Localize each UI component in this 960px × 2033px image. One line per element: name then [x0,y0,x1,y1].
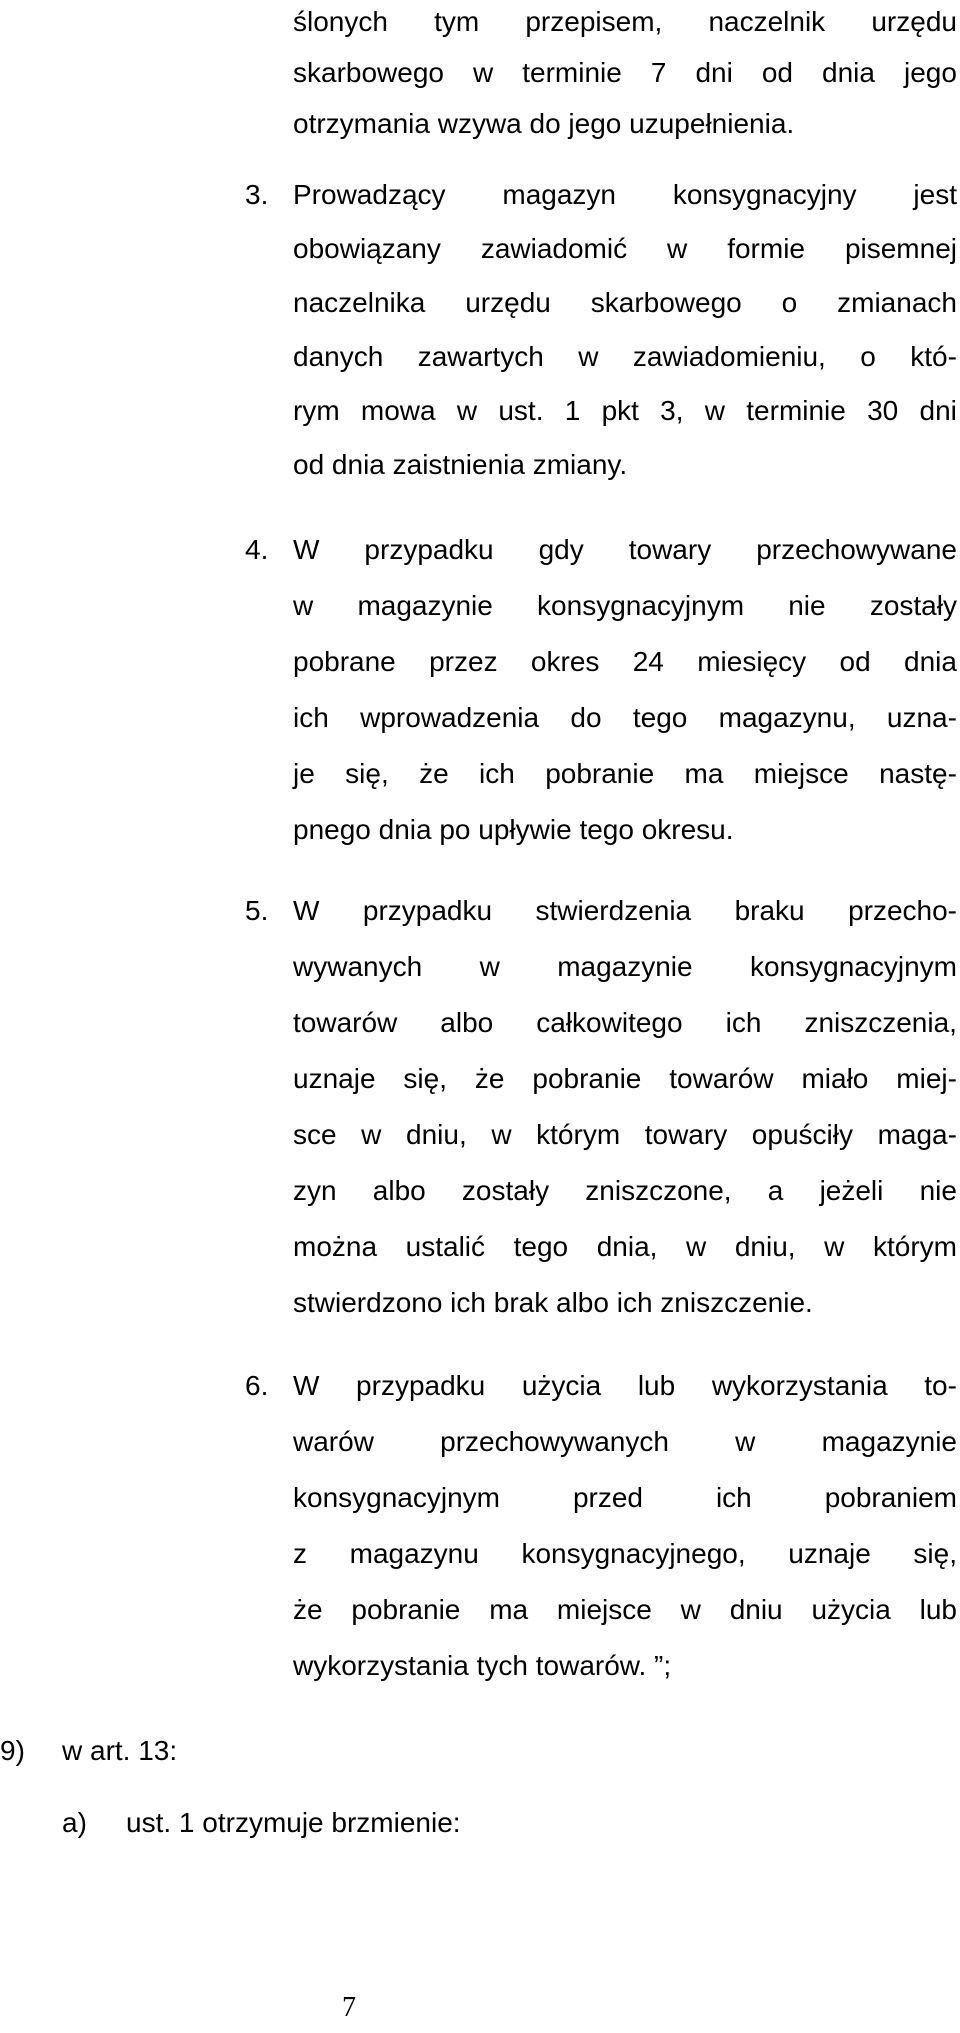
paragraph-line [293,1538,957,1570]
word: 7 [650,57,667,88]
item-text: ust. 1 otrzymuje brzmienie: [126,1807,461,1838]
paragraph-line [293,1426,957,1458]
paragraph-line: stwierdzono ich brak albo ich zniszczenie. [293,1287,813,1318]
word: towarów [669,1063,774,1094]
word: lub [637,1370,676,1401]
word: ślonych [293,6,388,37]
word: skarbowego [293,57,444,88]
word: magazynie [821,1426,957,1457]
word: magazynu, [718,702,856,733]
word: naczelnika [293,287,426,318]
word: od [839,646,871,677]
paragraph-line [293,341,957,373]
word: konsygnacyjnym [537,590,745,621]
paragraph-line [293,702,957,734]
word: w [824,1231,845,1262]
word: konsygnacyjny [672,179,857,210]
word: ich [479,758,515,789]
word: urzędu [871,6,957,37]
paragraph-line [293,1231,957,1263]
word: dni [919,395,957,426]
page-number: 7 [342,1992,356,2023]
word: nie [788,590,826,621]
word: przechowywanych [440,1426,669,1457]
word: towary [644,1119,728,1150]
word: miejsce [753,758,849,789]
word: ust. [498,395,544,426]
word: się, [913,1538,957,1569]
word: tym [434,6,480,37]
paragraph-line: wykorzystania tych towarów. ”; [293,1650,672,1681]
word: w [293,590,314,621]
word: obowiązany [293,233,441,264]
item-letter: a) [62,1807,87,1838]
paragraph-number: 6. [245,1370,269,1401]
word: okres [530,646,600,677]
word: towarów [293,1007,398,1038]
word: dniu, [734,1231,796,1262]
word: przez [429,646,498,677]
word: Prowadzący [293,179,446,210]
word: jeżeli [819,1175,884,1206]
word: ma [489,1594,529,1625]
word: urzędu [465,287,551,318]
word: magazyn [502,179,617,210]
word: rym [293,395,340,426]
word: to- [924,1370,957,1401]
word: pobranie [532,1063,642,1094]
continuation-line: otrzymania wzywa do jego uzupełnienia. [293,108,795,139]
paragraph-line [293,1594,957,1626]
paragraph-line: pnego dnia po upływie tego okresu. [293,814,734,845]
word: dnia [822,57,875,88]
word: użycia [811,1594,891,1625]
word: w [667,233,688,264]
paragraph-line: od dnia zaistnienia zmiany. [293,449,628,480]
word: przechowywane [756,534,957,565]
word: terminie [746,395,846,426]
word: że [419,758,449,789]
word: użycia [521,1370,602,1401]
word: konsygnacyjnym [749,951,957,982]
word: zawiadomieniu, [632,341,826,372]
word: dniu, [406,1119,467,1150]
word: zyn [293,1175,337,1206]
word: pobranie [545,758,655,789]
word: przypadku [362,895,493,926]
word: miejsce [556,1594,652,1625]
word: tego [513,1231,569,1262]
word: maga- [877,1119,957,1150]
paragraph-line [293,1175,957,1207]
word: ich [715,1482,752,1513]
paragraph-line [293,1370,957,1402]
word: że [293,1594,323,1625]
word: danych [293,341,384,372]
word: opuściły [751,1119,853,1150]
word: którym [872,1231,957,1262]
word: albo [440,1007,494,1038]
word: w [456,395,478,426]
paragraph-line [293,1007,957,1039]
word: przecho- [848,895,957,926]
word: przepisem, [525,6,663,37]
word: którym [536,1119,621,1150]
word: skarbowego [590,287,742,318]
word: wywanych [293,951,423,982]
word: dni [695,57,733,88]
item-number: 9) [0,1735,25,1766]
word: miało [801,1063,869,1094]
word: konsygnacyjnego, [521,1538,746,1569]
word: magazynu [349,1538,479,1569]
word: a [767,1175,784,1206]
word: od [761,57,793,88]
word: w [735,1426,756,1457]
word: gdy [538,534,584,565]
word: pobranie [351,1594,461,1625]
word: w [578,341,599,372]
word: magazynie [557,951,693,982]
word: sce [293,1119,337,1150]
word: warów [293,1426,374,1457]
word: uznaje [293,1063,376,1094]
word: ich [293,702,329,733]
word: przypadku [356,1370,486,1401]
word: dnia, [596,1231,658,1262]
word: je [293,758,315,789]
word: stwierdzenia [535,895,692,926]
word: W [293,1370,320,1401]
word: pobraniem [824,1482,957,1513]
paragraph-line [293,1063,957,1095]
continuation-line [293,57,957,89]
word: zawiadomić [480,233,628,264]
word: zniszczenia, [804,1007,957,1038]
word: tego [632,702,688,733]
word: konsygnacyjnym [293,1482,500,1513]
paragraph-number: 3. [245,179,269,210]
word: w [491,1119,512,1150]
word: jego [903,57,957,88]
word: nastę- [879,758,957,789]
word: można [293,1231,378,1262]
paragraph-line [293,646,957,678]
paragraph-number: 5. [245,895,269,926]
paragraph-line [293,287,957,319]
word: wprowadzenia [360,702,540,733]
item-text: w art. 13: [62,1735,178,1766]
paragraph-line [293,233,957,265]
word: dniu [729,1594,783,1625]
word: zostały [461,1175,550,1206]
paragraph-line [293,1119,957,1151]
paragraph-line [293,895,957,927]
word: naczelnik [708,6,826,37]
word: w [361,1119,382,1150]
word: wykorzystania [711,1370,888,1401]
paragraph-line [293,179,957,211]
word: z [293,1538,307,1569]
word: braku [734,895,805,926]
paragraph-line [293,534,957,566]
word: zniszczone, [585,1175,732,1206]
word: 1 [564,395,581,426]
word: miesięcy [697,646,807,677]
word: pisemnej [844,233,957,264]
word: uznaje [788,1538,871,1569]
word: się, [345,758,389,789]
paragraph-line [293,1482,957,1514]
word: w [686,1231,707,1262]
word: albo [372,1175,426,1206]
word: w [704,395,726,426]
word: zmianach [837,287,957,318]
word: 3, [660,395,684,426]
word: zawartych [417,341,544,372]
word: magazynie [357,590,493,621]
continuation-line [293,6,957,38]
word: się, [403,1063,447,1094]
word: 30 [867,395,899,426]
word: w [473,57,494,88]
word: że [474,1063,505,1094]
word: do [570,702,602,733]
word: w [479,951,500,982]
word: pobrane [293,646,396,677]
word: całkowitego [536,1007,683,1038]
paragraph-number: 4. [245,534,269,565]
word: przed [572,1482,643,1513]
paragraph-line [293,951,957,983]
word: 24 [632,646,664,677]
word: przypadku [364,534,494,565]
word: nie [919,1175,957,1206]
paragraph-line [293,395,957,427]
word: lub [919,1594,957,1625]
word: pkt [601,395,639,426]
paragraph-line [293,758,957,790]
word: któ- [910,341,957,372]
paragraph-line [293,590,957,622]
word: W [293,534,320,565]
word: ma [684,758,724,789]
word: towary [628,534,712,565]
word: o [860,341,876,372]
word: w [680,1594,701,1625]
word: zostały [869,590,957,621]
word: o [781,287,798,318]
word: jest [913,179,957,210]
word: ustalić [405,1231,486,1262]
word: dnia [904,646,957,677]
word: miej- [896,1063,957,1094]
word: terminie [522,57,622,88]
word: ich [725,1007,762,1038]
word: mowa [360,395,436,426]
word: uzna- [886,702,957,733]
word: W [293,895,320,926]
word: formie [727,233,805,264]
